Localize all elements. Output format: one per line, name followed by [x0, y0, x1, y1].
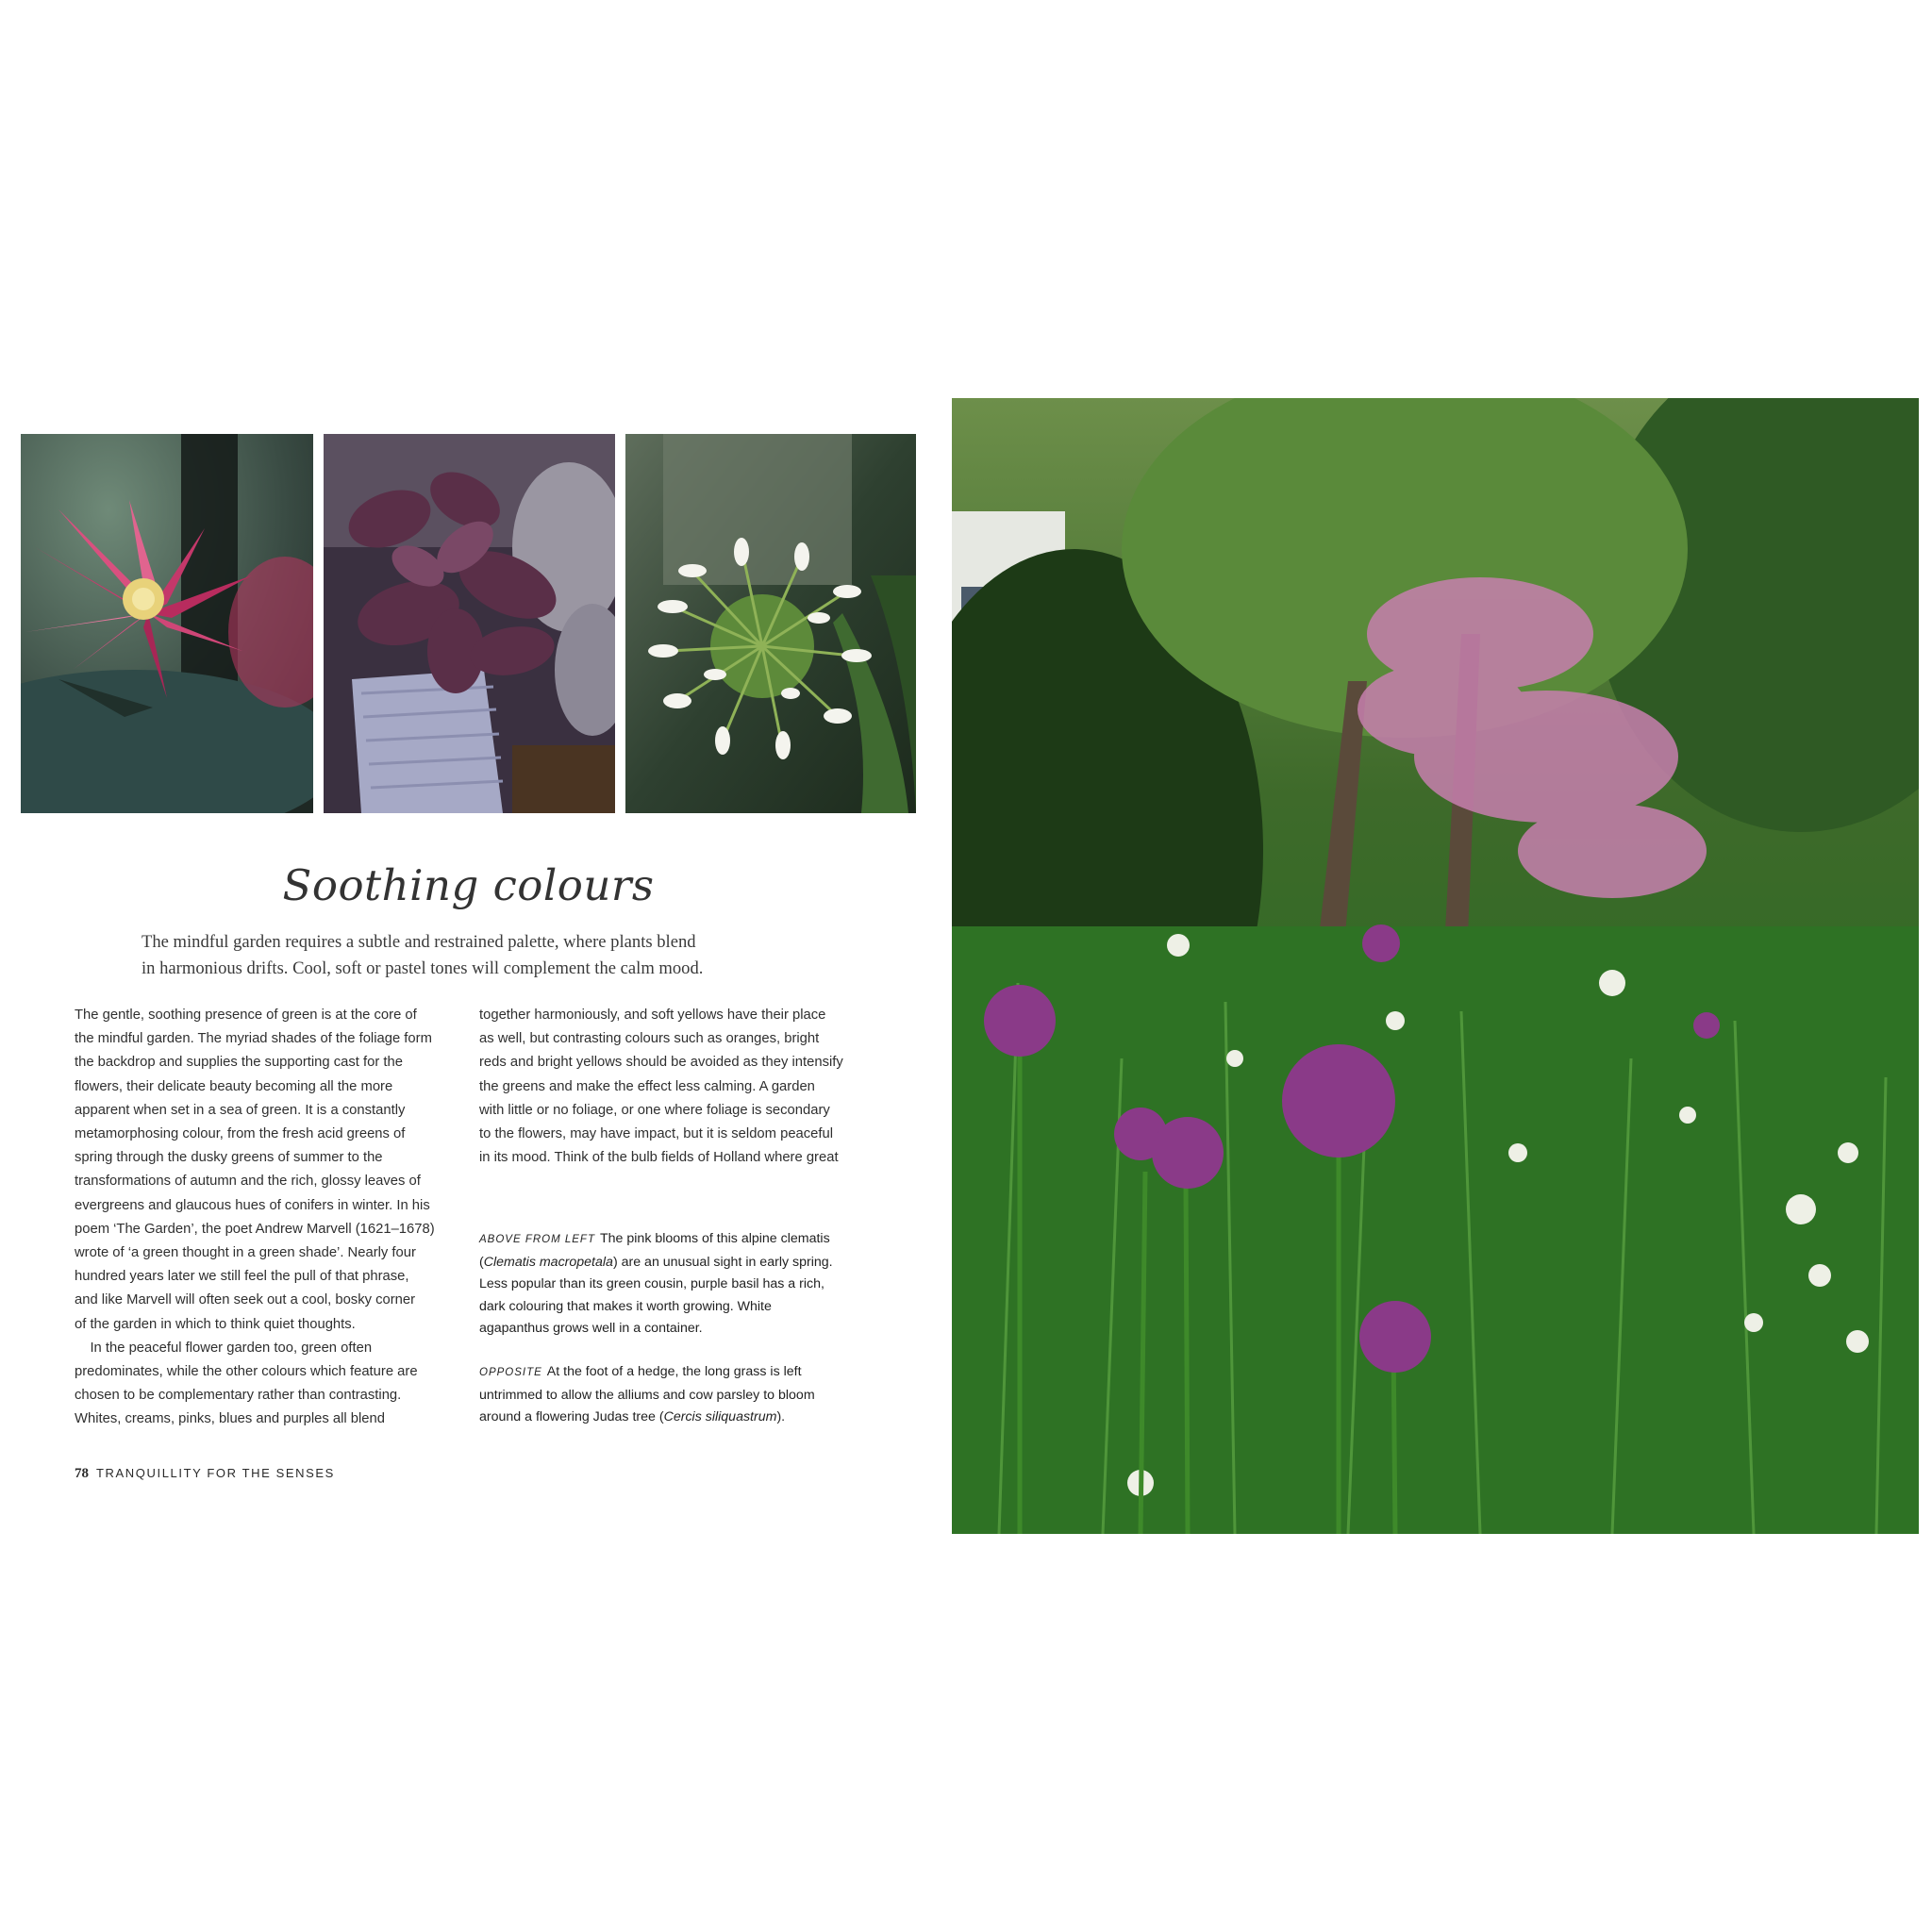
caption-text: The pink blooms of this alpine clematis: [600, 1231, 830, 1246]
body-line: the mindful garden. The myriad shades of the foliage form: [75, 1031, 432, 1047]
body-line: apparent when set in a sea of green. It is a constantly: [75, 1102, 406, 1118]
body-line: The gentle, soothing presence of green is at the core of: [75, 1008, 417, 1023]
page-footer: [75, 1466, 335, 1482]
body-line: chosen to be complementary rather than contrasting.: [75, 1388, 402, 1404]
intro-line: in harmonious drifts. Cool, soft or pastel tones will complement the calm mood.: [142, 958, 704, 978]
body-line: reds and bright yellows should be avoided as they intensify: [479, 1055, 843, 1071]
body-line: spring through the dusky greens of summer to the: [75, 1150, 383, 1166]
body-line: the backdrop and supplies the supporting cast for the: [75, 1055, 403, 1071]
body-line: transformations of autumn and the rich, glossy leaves of: [75, 1174, 421, 1190]
caption-above: [479, 1228, 875, 1341]
caption-text: ).: [776, 1409, 786, 1424]
caption-label: OPPOSITE: [479, 1367, 542, 1378]
page-number: 78: [75, 1466, 89, 1481]
body-line: poem ‘The Garden’, the poet Andrew Marvell (1621–1678): [75, 1221, 435, 1237]
caption-text: Less popular than its green cousin, purple basil has a rich,: [479, 1276, 824, 1291]
page-title: Soothing colours: [282, 860, 655, 910]
basil-illustration: [324, 434, 615, 813]
body-line: In the peaceful flower garden too, green often: [75, 1340, 373, 1356]
basil-photo: [324, 434, 615, 813]
body-line: hundred years later we still feel the pull of that phrase,: [75, 1269, 409, 1285]
clematis-illustration: [21, 434, 313, 813]
caption-text: At the foot of a hedge, the long grass is left: [546, 1364, 802, 1379]
caption-text: (: [479, 1254, 484, 1270]
agapanthus-illustration: [625, 434, 916, 813]
agapanthus-photo: [625, 434, 916, 813]
caption-italic: Clematis macropetala: [483, 1254, 613, 1270]
body-line: as well, but contrasting colours such as oranges, bright: [479, 1031, 820, 1047]
body-line: evergreens and glaucous hues of conifers in winter. In his: [75, 1197, 430, 1213]
garden-illustration: [952, 398, 1919, 1534]
body-line: Whites, creams, pinks, blues and purples all blend: [75, 1411, 385, 1427]
body-line: predominates, while the other colours which feature are: [75, 1364, 418, 1380]
body-line: together harmoniously, and soft yellows have their place: [479, 1008, 826, 1023]
caption-opposite: [479, 1361, 875, 1429]
caption-italic: Cercis siliquastrum: [663, 1409, 777, 1424]
garden-photo: [952, 398, 1919, 1534]
caption-label: ABOVE FROM LEFT: [479, 1234, 595, 1245]
body-line: of the garden in which to think quiet thoughts.: [75, 1316, 356, 1332]
section-title: TRANQUILLITY FOR THE SENSES: [96, 1466, 335, 1480]
body-line: flowers, their delicate beauty becoming all the more: [75, 1078, 393, 1094]
intro-line: The mindful garden requires a subtle and restrained palette, where plants blend: [142, 932, 696, 952]
caption-text: around a flowering Judas tree (: [479, 1409, 664, 1424]
clematis-photo: [21, 434, 313, 813]
body-column-right: [479, 1004, 875, 1170]
body-line: metamorphosing colour, from the fresh acid greens of: [75, 1126, 406, 1142]
intro-paragraph: [142, 929, 802, 982]
body-line: in its mood. Think of the bulb fields of Holland where great: [479, 1150, 839, 1166]
caption-text: dark colouring that makes it worth growing. White: [479, 1298, 772, 1314]
body-line: to the flowers, may have impact, but it is seldom peaceful: [479, 1126, 834, 1142]
body-line: with little or no foliage, or one where foliage is secondary: [479, 1102, 830, 1118]
caption-text: agapanthus grows well in a container.: [479, 1321, 703, 1336]
body-column-left: [75, 1004, 471, 1432]
body-line: wrote of ‘a green thought in a green shade’. Nearly four: [75, 1245, 416, 1261]
caption-text: untrimmed to allow the alliums and cow parsley to bloom: [479, 1387, 815, 1403]
body-line: the greens and make the effect less calming. A garden: [479, 1078, 815, 1094]
caption-text: ) are an unusual sight in early spring.: [612, 1254, 833, 1270]
body-line: and like Marvell will often seek out a cool, bosky corner: [75, 1292, 416, 1308]
